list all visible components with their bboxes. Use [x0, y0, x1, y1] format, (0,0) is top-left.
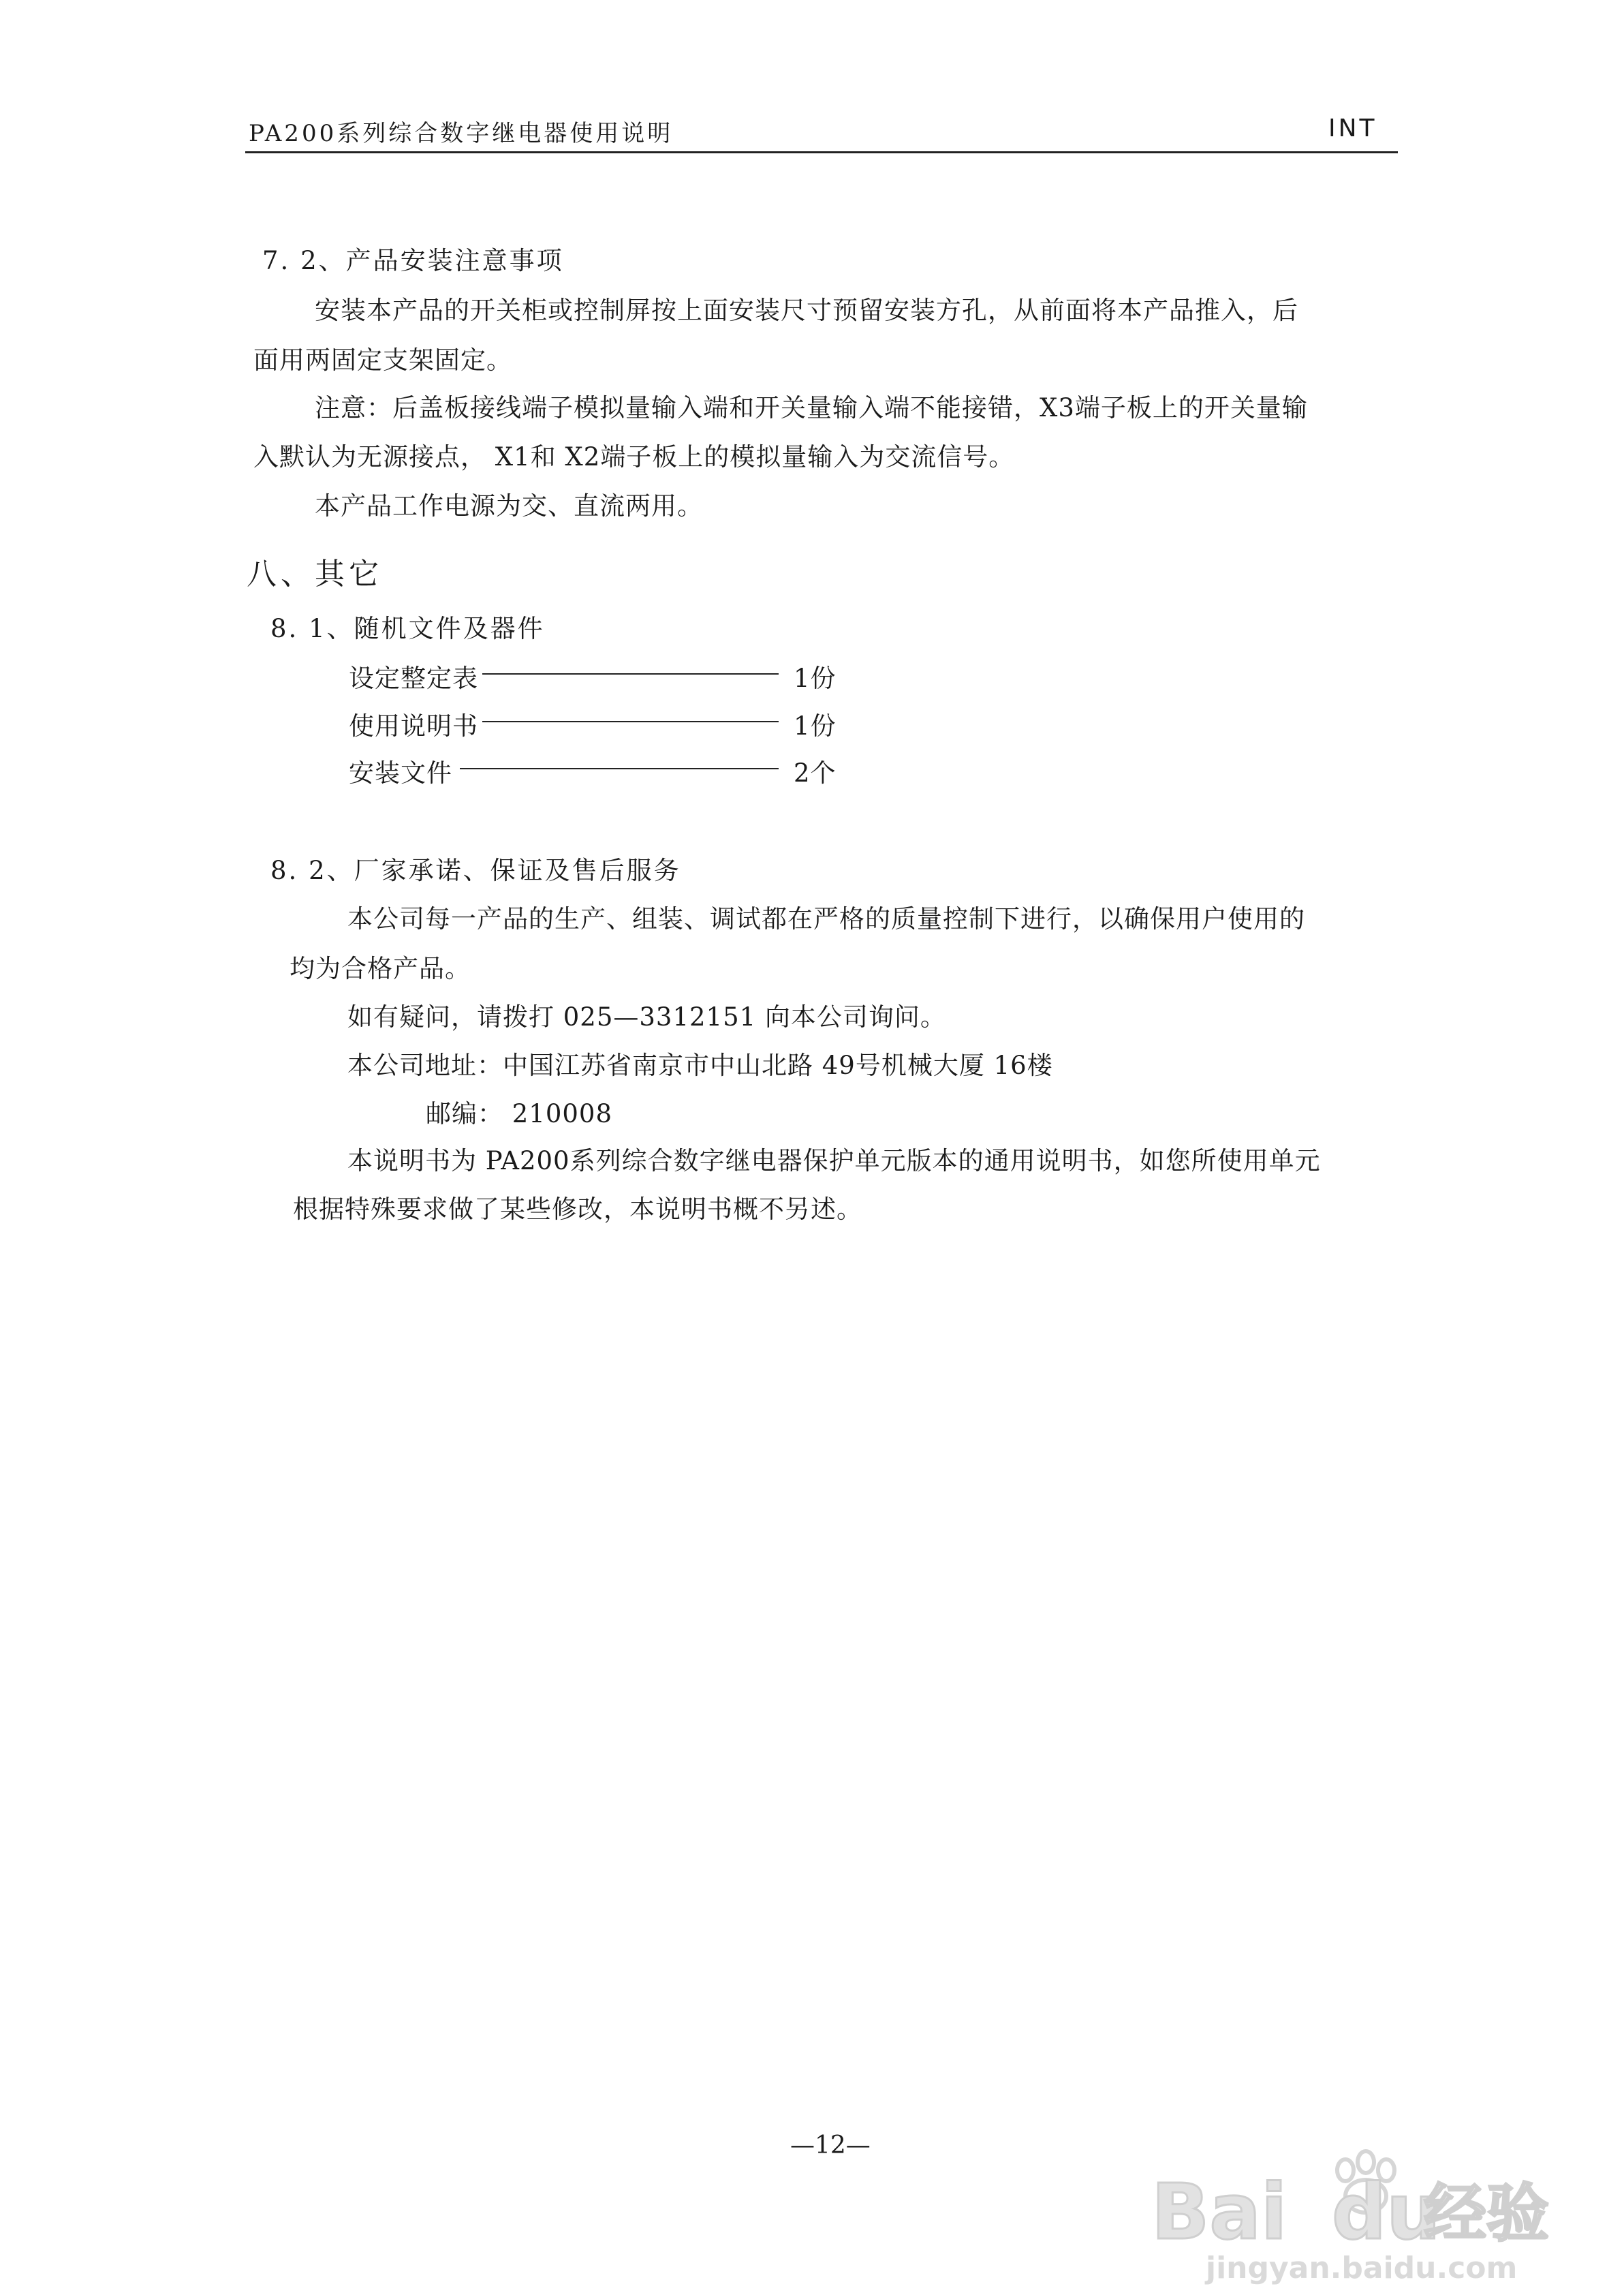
- accessory-item-qty: 2个: [794, 758, 837, 788]
- accessory-item-qty: 1份: [794, 664, 837, 693]
- section-7-2-para1-line2: 面用两固定支架固定。: [253, 345, 512, 375]
- leader-line: [460, 768, 779, 769]
- section-7-2-power: 本产品工作电源为交、直流两用。: [315, 491, 703, 521]
- header-title: PA200系列综合数字继电器使用说明: [249, 120, 674, 147]
- section-8-2-para2-line1: 本说明书为 PA200系列综合数字继电器保护单元版本的通用说明书，如您所使用单元: [347, 1146, 1321, 1175]
- accessory-item-name: 安装文件: [349, 758, 452, 788]
- svg-text:Bai: Bai: [1151, 2168, 1287, 2257]
- chapter-8-title: 八、其它: [247, 557, 383, 591]
- svg-text:经验: 经验: [1424, 2177, 1550, 2250]
- accessory-item-name: 设定整定表: [349, 664, 478, 693]
- page-number: —12—: [790, 2131, 871, 2159]
- baidu-watermark-logo: [1144, 2143, 1567, 2286]
- section-7-2-heading: 7. 2、产品安装注意事项: [262, 246, 564, 275]
- section-8-2-para1-line2: 均为合格产品。: [290, 954, 471, 983]
- section-7-2-para1-line1: 安装本产品的开关柜或控制屏按上面安装尺寸预留安装方孔，从前面将本产品推入，后: [315, 296, 1298, 325]
- svg-text:jingyan.baidu.com: jingyan.baidu.com: [1206, 2251, 1518, 2285]
- section-8-2-heading: 8. 2、厂家承诺、保证及售后服务: [270, 856, 681, 885]
- company-address: 本公司地址：中国江苏省南京市中山北路 49号机械大厦 16楼: [347, 1051, 1053, 1080]
- contact-phone: 如有疑问，请拨打 025—3312151 向本公司询问。: [347, 1002, 946, 1032]
- accessory-item-qty: 1份: [794, 711, 837, 741]
- section-7-2-note-line1: 注意：后盖板接线端子模拟量输入端和开关量输入端不能接错，X3端子板上的开关量输: [315, 393, 1308, 422]
- section-7-2-note-line2: 入默认为无源接点， X1和 X2端子板上的模拟量输入为交流信号。: [253, 442, 1015, 472]
- section-8-2-para2-line2: 根据特殊要求做了某些修改，本说明书概不另述。: [293, 1195, 862, 1224]
- svg-text:du: du: [1332, 2168, 1441, 2257]
- section-8-1-heading: 8. 1、随机文件及器件: [270, 614, 545, 643]
- postcode: 邮编： 210008: [426, 1099, 613, 1128]
- leader-line: [482, 673, 779, 675]
- header-code: INT: [1328, 114, 1377, 142]
- section-8-2-para1-line1: 本公司每一产品的生产、组装、调试都在严格的质量控制下进行，以确保用户使用的: [347, 904, 1305, 934]
- header-rule: [245, 151, 1398, 153]
- leader-line: [482, 721, 779, 722]
- accessory-item-name: 使用说明书: [349, 711, 478, 741]
